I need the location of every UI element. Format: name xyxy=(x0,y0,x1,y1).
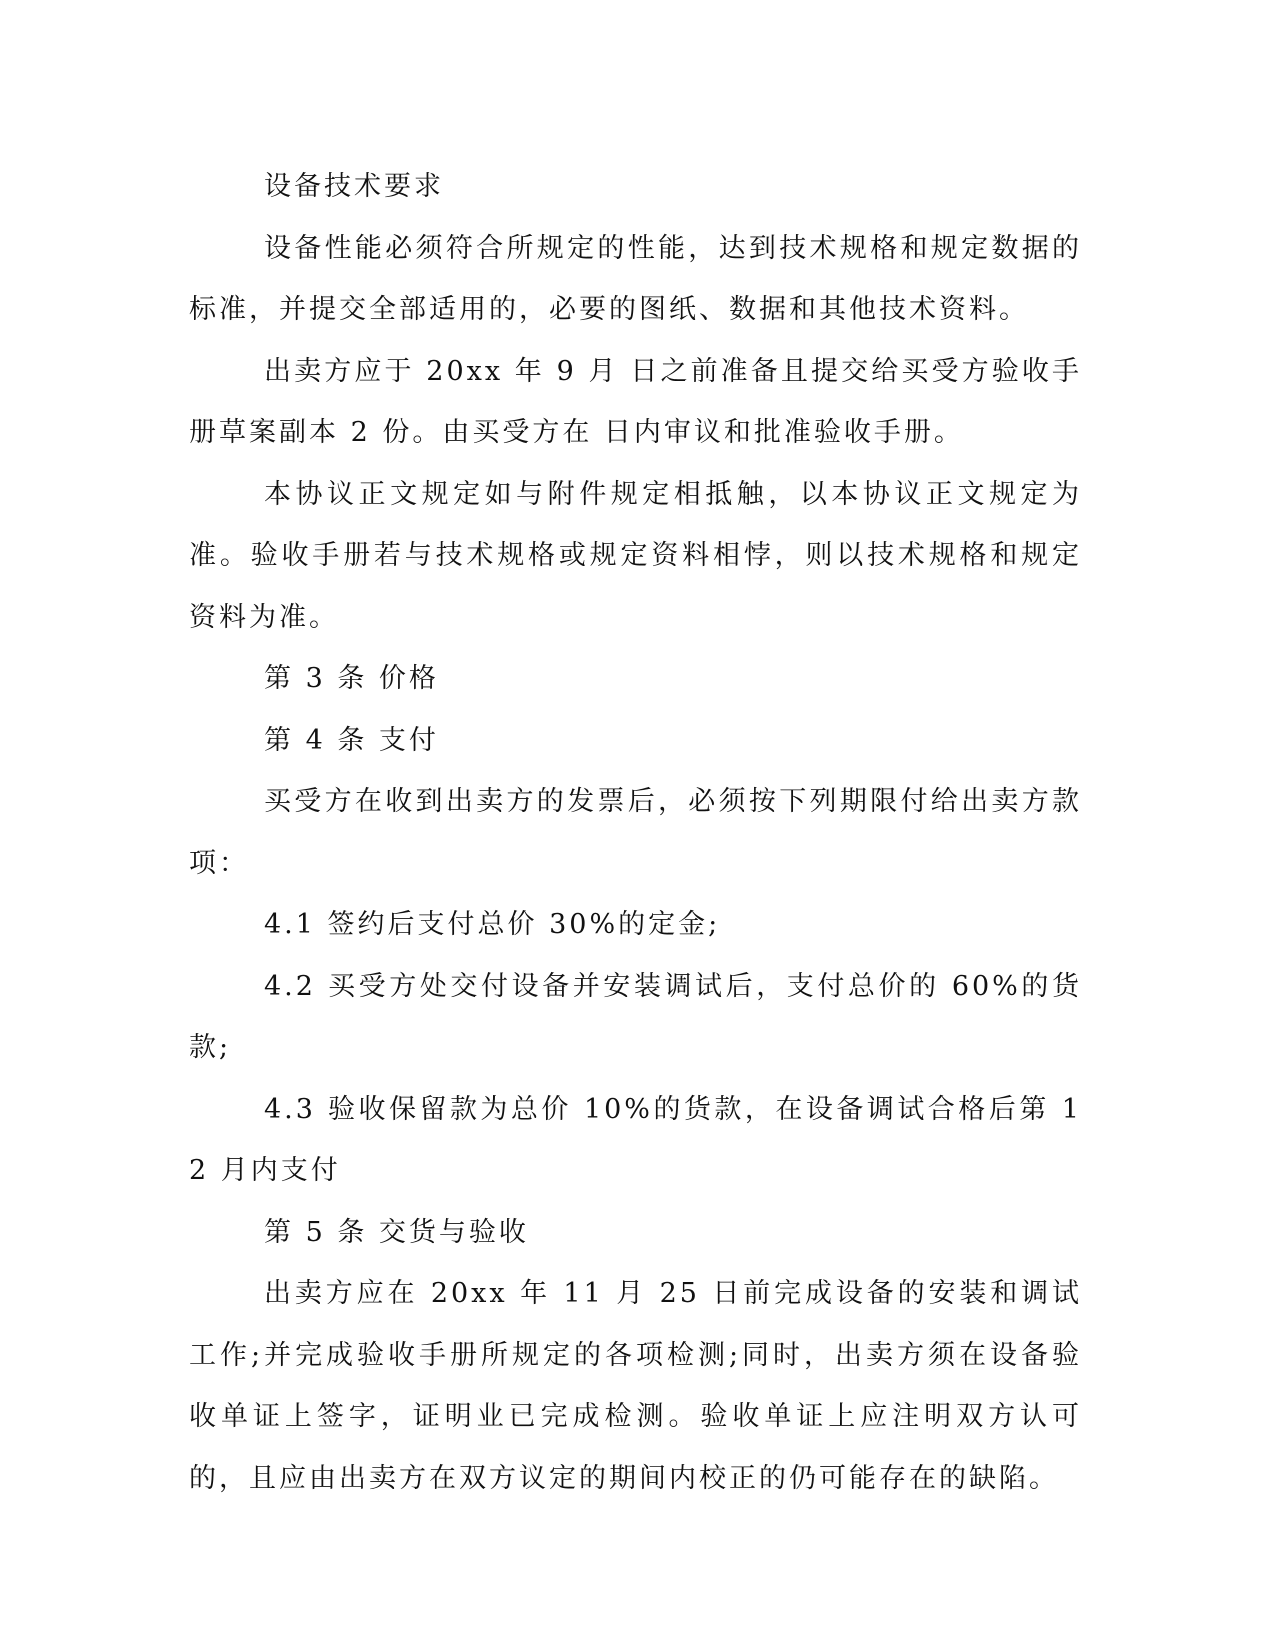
paragraph-performance: 设备性能必须符合所规定的性能，达到技术规格和规定数据的标准，并提交全部适用的，必要的图纸、数据和其他技术资料。 xyxy=(189,232,1082,325)
article-5-heading: 第 5 条 交货与验收 xyxy=(264,1216,529,1248)
payment-item-4-1: 4.1 签约后支付总价 30%的定金; xyxy=(264,909,721,940)
paragraph-precedence: 本协议正文规定如与附件规定相抵触，以本协议正文规定为准。验收手册若与技术规格或规定资料相悖，则以技术规格和规定资料为准。 xyxy=(189,478,1082,633)
article-3-heading: 第 3 条 价格 xyxy=(264,663,439,694)
paragraph-acceptance-manual: 出卖方应于 20xx 年 9 月 日之前准备且提交给买受方验收手册草案副本 2 份。由买受方在 日内审议和批准验收手册。 xyxy=(189,355,1082,448)
article-4-heading: 第 4 条 支付 xyxy=(264,724,439,756)
document-body xyxy=(189,156,1082,1509)
payment-item-4-2: 4.2 买受方处交付设备并安装调试后，支付总价的 60%的货款; xyxy=(189,970,1082,1063)
paragraph-delivery-acceptance: 出卖方应在 20xx 年 11 月 25 日前完成设备的安装和调试工作;并完成验收手册所规定的各项检测;同时，出卖方须在设备验收单证上签字，证明业已完成检测。验收单证上应注明双方认可的，且应由出卖方在双方议定的期间内校正的仍可能存在的缺陷。 xyxy=(189,1278,1082,1494)
section-heading-equipment-requirements: 设备技术要求 xyxy=(264,171,444,202)
paragraph-payment-terms: 买受方在收到出卖方的发票后，必须按下列期限付给出卖方款项： xyxy=(189,786,1082,879)
payment-item-4-3: 4.3 验收保留款为总价 10%的货款，在设备调试合格后第 12 月内支付 xyxy=(189,1093,1082,1186)
